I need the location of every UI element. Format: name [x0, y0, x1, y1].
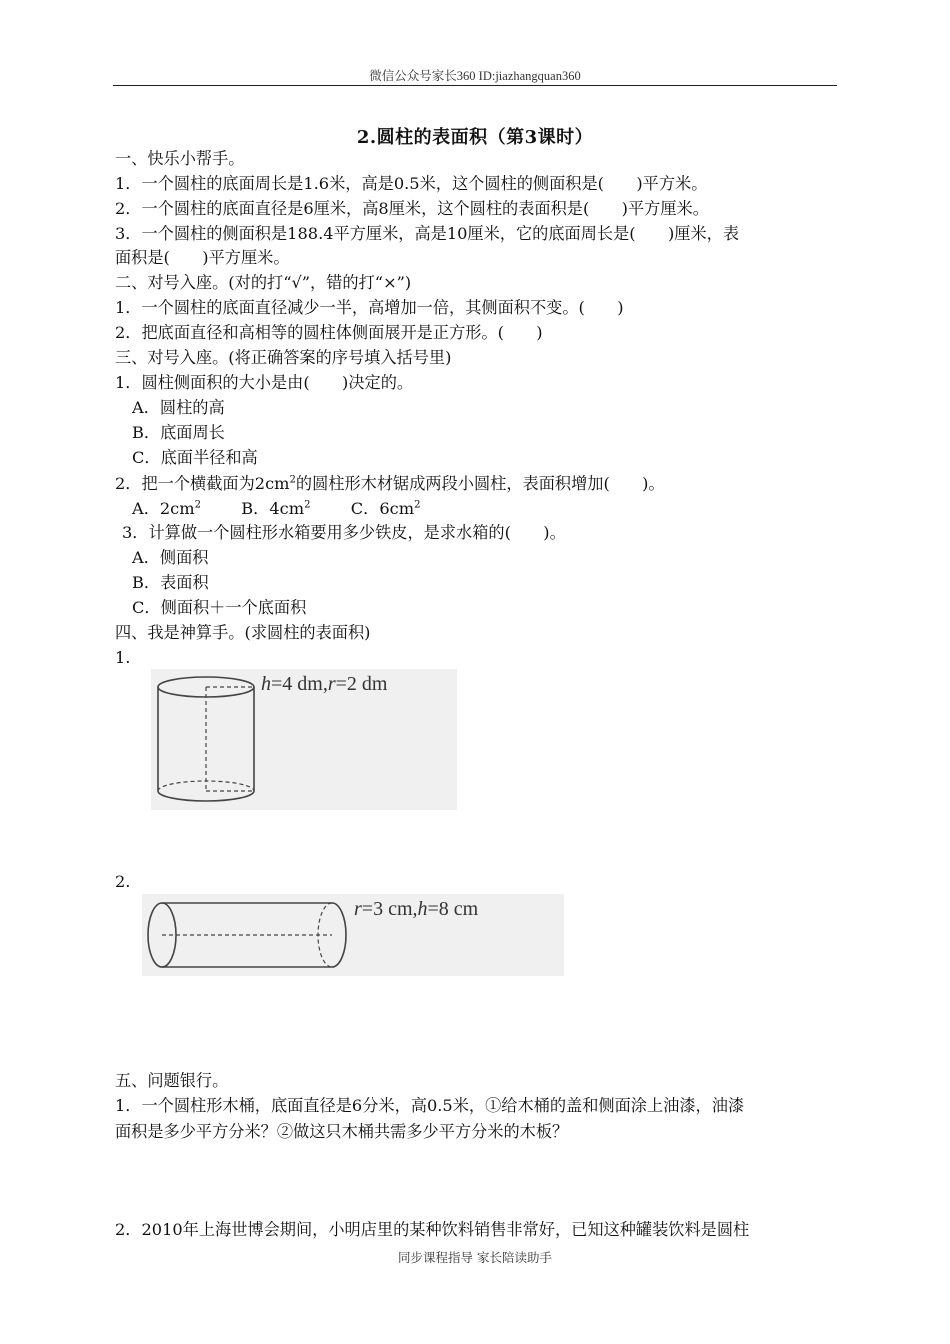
- sec3-q1-option-b: B．底面周长: [132, 423, 225, 442]
- cylinder-figure-1: [151, 669, 457, 810]
- sec3-question2: [115, 472, 665, 496]
- header-divider: [113, 85, 837, 86]
- sec3-q2-option-b-text: B．4cm: [241, 499, 305, 518]
- figure1-r-symbol: r: [327, 673, 336, 695]
- figure2-h-symbol: h: [417, 898, 428, 920]
- figure2-r-symbol: r: [354, 898, 362, 920]
- sec1-question3-line1: 3．一个圆柱的侧面积是188.4平方厘米，高是10厘米，它的底面周长是( )厘米，表: [115, 224, 740, 243]
- figure2-h-value: =8 cm: [427, 898, 479, 920]
- figure1-r-value: =2 dm: [335, 673, 388, 695]
- sec3-q2-option-b: [241, 499, 310, 518]
- sec3-q2-option-b-sup: 2: [304, 499, 311, 511]
- cylinder-figure-2: [142, 894, 564, 976]
- sec3-q2-options: [132, 497, 420, 521]
- section4-heading: 四、我是神算手。(求圆柱的表面积): [115, 623, 371, 642]
- sec2-question2: 2．把底面直径和高相等的圆柱体侧面展开是正方形。( ): [115, 323, 543, 342]
- sec1-question3-line2: 面积是( )平方厘米。: [115, 248, 290, 267]
- sec3-q2-text-pre: 2．把一个横截面为2cm: [115, 474, 290, 493]
- sec2-question1: 1．一个圆柱的底面直径减少一半，高增加一倍，其侧面积不变。( ): [115, 298, 624, 317]
- sec3-q2-option-a: [132, 499, 201, 518]
- sec4-item1-number: 1.: [115, 648, 131, 667]
- figure1-h-value: =4 dm,: [271, 673, 328, 695]
- sec5-question1-line1: 1．一个圆柱形木桶，底面直径是6分米，高0.5米，①给木桶的盖和侧面涂上油漆，油漆: [115, 1096, 745, 1115]
- sec3-question3: 3．计算做一个圆柱形水箱要用多少铁皮，是求水箱的( )。: [122, 523, 566, 542]
- sec1-question2: 2．一个圆柱的底面直径是6厘米，高8厘米，这个圆柱的表面积是( )平方厘米。: [115, 199, 709, 218]
- sec5-question1-line2: 面积是多少平方分米？②做这只木桶共需多少平方分米的木板？: [115, 1122, 569, 1141]
- page-footer: 同步课程指导 家长陪读助手: [398, 1250, 552, 1265]
- sec3-q2-option-a-sup: 2: [194, 499, 201, 511]
- sec3-q2-option-c-text: C．6cm: [350, 499, 415, 518]
- figure2-r-value: =3 cm,: [361, 898, 418, 920]
- horizontal-cylinder-drawing: [142, 894, 564, 976]
- figure2-dimensions: [354, 898, 478, 921]
- sec3-question1: 1．圆柱侧面积的大小是由( )决定的。: [115, 373, 414, 392]
- figure1-dimensions: [261, 673, 387, 696]
- page-title: 2.圆柱的表面积（第3课时）: [356, 127, 594, 148]
- sec3-q1-option-a: A．圆柱的高: [132, 398, 225, 417]
- sec3-q2-option-c: [351, 499, 421, 518]
- section3-heading: 三、对号入座。(将正确答案的序号填入括号里): [115, 348, 452, 367]
- sec3-q3-option-b: B．表面积: [132, 573, 209, 592]
- figure1-h-symbol: h: [261, 673, 271, 695]
- sec3-q2-option-c-sup: 2: [414, 499, 421, 511]
- section2-heading: 二、对号入座。(对的打“√”，错的打“×”): [115, 273, 412, 292]
- page-header: 微信公众号家长360 ID:jiazhangquan360: [369, 69, 581, 83]
- sec5-question2: 2．2010年上海世博会期间，小明店里的某种饮料销售非常好，已知这种罐装饮料是圆柱: [115, 1220, 750, 1239]
- sec3-q1-option-c: C．底面半径和高: [132, 448, 258, 467]
- sec3-q2-superscript: 2: [289, 474, 296, 486]
- sec3-q2-text-post: 的圆柱形木材锯成两段小圆柱，表面积增加( )。: [295, 474, 665, 493]
- sec3-q2-option-a-text: A．2cm: [132, 499, 195, 518]
- sec3-q3-option-a: A．侧面积: [132, 548, 209, 567]
- section5-heading: 五、问题银行。: [115, 1071, 229, 1090]
- sec3-q3-option-c: C．侧面积＋一个底面积: [132, 598, 307, 617]
- section1-heading: 一、快乐小帮手。: [115, 149, 245, 168]
- sec1-question1: 1．一个圆柱的底面周长是1.6米，高是0.5米，这个圆柱的侧面积是( )平方米。: [115, 174, 708, 193]
- sec4-item2-number: 2.: [115, 872, 131, 891]
